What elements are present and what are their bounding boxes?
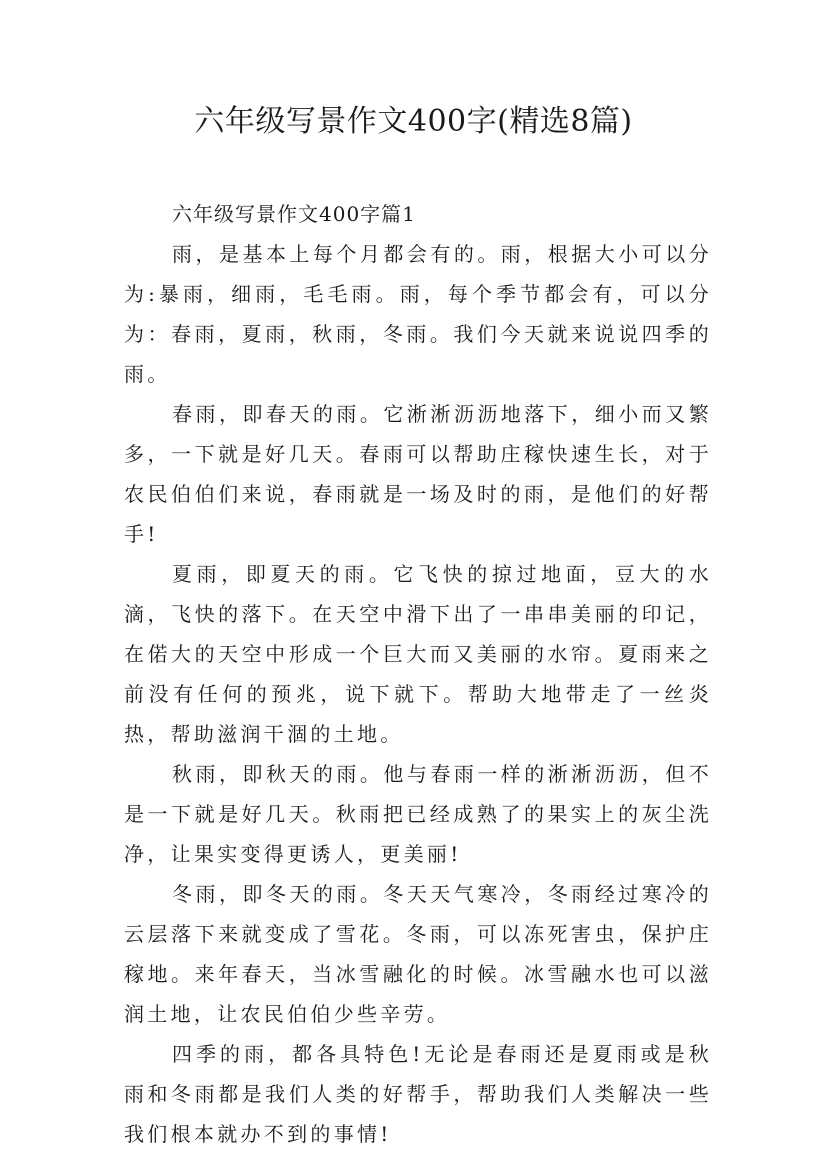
paragraph-intro: 雨，是基本上每个月都会有的。雨，根据大小可以分为:暴雨，细雨，毛毛雨。雨，每个季节都会有，可以分为：春雨，夏雨，秋雨，冬雨。我们今天就来说说四季的雨。 [124, 242, 712, 386]
paragraph-spring-rain: 春雨，即春天的雨。它淅淅沥沥地落下，细小而又繁多，一下就是好几天。春雨可以帮助庄稼快速生长，对于农民伯伯们来说，春雨就是一场及时的雨，是他们的好帮手! [124, 402, 712, 546]
document-body [124, 194, 712, 1154]
paragraph-conclusion: 四季的雨，都各具特色!无论是春雨还是夏雨或是秋雨和冬雨都是我们人类的好帮手，帮助我们人类解决一些我们根本就办不到的事情! [124, 1042, 712, 1146]
paragraph-summer-rain: 夏雨，即夏天的雨。它飞快的掠过地面，豆大的水滴，飞快的落下。在天空中滑下出了一串串美丽的印记，在偌大的天空中形成一个巨大而又美丽的水帘。夏雨来之前没有任何的预兆，说下就下。帮助大地带走了一丝炎热，帮助滋润干涸的土地。 [124, 562, 712, 746]
document-title: 六年级写景作文400字(精选8篇) [194, 104, 633, 139]
paragraph-autumn-rain: 秋雨，即秋天的雨。他与春雨一样的淅淅沥沥，但不是一下就是好几天。秋雨把已经成熟了的果实上的灰尘洗净，让果实变得更诱人，更美丽! [124, 762, 712, 866]
paragraph-winter-rain: 冬雨，即冬天的雨。冬天天气寒冷，冬雨经过寒冷的云层落下来就变成了雪花。冬雨，可以冻死害虫，保护庄稼地。来年春天，当冰雪融化的时候。冰雪融水也可以滋润土地，让农民伯伯少些辛劳。 [124, 882, 712, 1026]
section-heading: 六年级写景作文400字篇1 [172, 202, 416, 226]
